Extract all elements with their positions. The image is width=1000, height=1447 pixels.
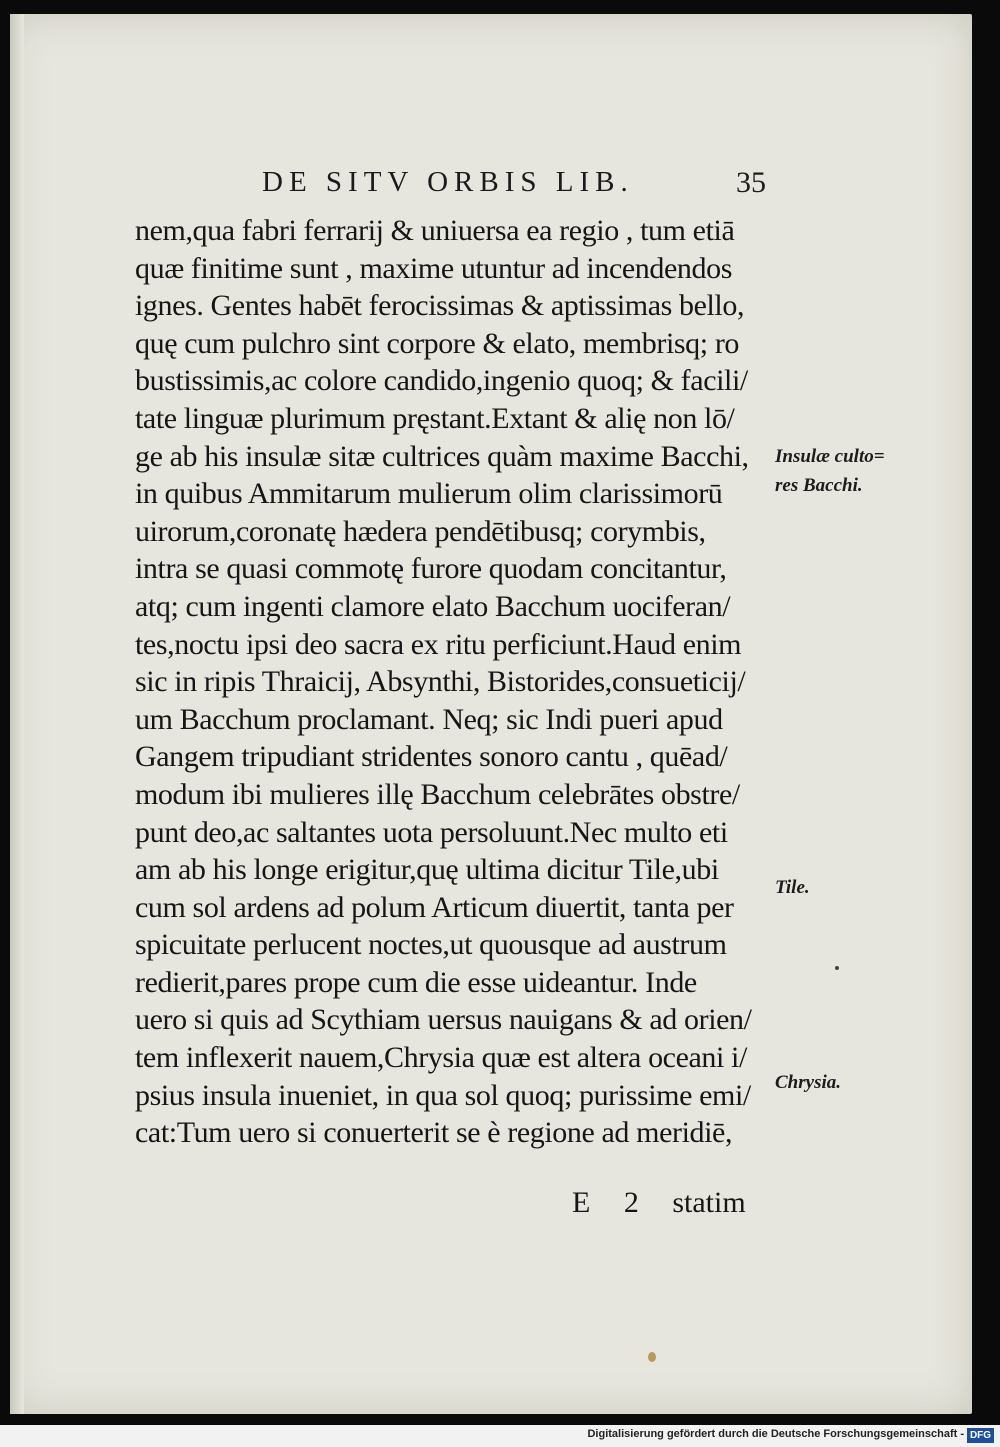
text-line: uero si quis ad Scythiam uersus nauigans & ad orien/ [135,1003,752,1037]
margin-note-bacchi-2: res Bacchi. [775,475,863,496]
dfg-logo-icon: DFG [967,1428,994,1443]
text-line: tate linguæ plurimum pręstant.Extant & alię non lō/ [135,401,735,435]
ink-speck [835,966,839,970]
text-line: cum sol ardens ad polum Articum diuertit, tanta per [135,890,734,924]
text-line: cat:Tum uero si conuerterit se è regione ad meridiē, [135,1116,733,1150]
text-line: ignes. Gentes habēt ferocissimas & aptissimas bello, [135,289,745,323]
text-line: am ab his longe erigitur,quę ultima dicitur Tile,ubi [135,853,719,887]
margin-note-chrysia: Chrysia. [775,1072,841,1093]
text-line: sic in ripis Thraicij, Absynthi, Bistorides,consueticij/ [135,665,746,699]
text-line: intra se quasi commotę furore quodam concitantur, [135,552,727,586]
page-gutter-shadow [10,14,24,1414]
text-line: tes,noctu ipsi deo sacra ex ritu perficiunt.Haud enim [135,627,742,661]
main-text-block [135,212,765,1152]
text-line: atq; cum ingenti clamore elato Bacchum uociferan/ [135,589,731,623]
text-line: in quibus Ammitarum mulierum olim clarissimorū [135,477,723,511]
text-line: bustissimis,ac colore candido,ingenio quoq; & facili/ [135,364,748,398]
catchword-signature: E 2 statim [572,1186,746,1219]
digitization-footer [0,1425,1000,1447]
margin-note-bacchi-1: Insulæ culto= [775,446,885,467]
text-line: uirorum,coronatę hædera pendētibusq; corymbis, [135,514,706,548]
text-line: modum ibi mulieres illę Bacchum celebrātes obstre/ [135,777,740,811]
text-line: spicuitate perlucent noctes,ut quousque ad austrum [135,928,727,962]
funding-credit: Digitalisierung gefördert durch die Deutsche Forschungsgemeinschaft - [587,1428,964,1440]
margin-note-tile: Tile. [775,877,810,898]
paper-stain [648,1352,656,1362]
text-line: punt deo,ac saltantes uota persoluunt.Nec multo eti [135,815,728,849]
text-line: Gangem tripudiant stridentes sonoro cantu , quēad/ [135,740,728,774]
text-line: tem inflexerit nauem,Chrysia quæ est altera oceani i/ [135,1041,747,1075]
text-line: quę cum pulchro sint corpore & elato, membrisq; ro [135,326,740,360]
text-line: redierit,pares prope cum die esse uideantur. Inde [135,965,697,999]
text-line: ge ab his insulæ sitæ cultrices quàm maxime Bacchi, [135,439,749,473]
text-line: psius insula inueniet, in qua sol quoq; purissime emi/ [135,1078,751,1112]
running-head: DE SITV ORBIS LIB. [262,166,634,198]
page-number: 35 [736,166,766,199]
text-line: um Bacchum proclamant. Neq; sic Indi pueri apud [135,702,723,736]
text-line: nem,qua fabri ferrarij & uniuersa ea regio , tum etiā [135,214,735,247]
text-line: quæ finitime sunt , maxime utuntur ad incendendos [135,251,732,285]
